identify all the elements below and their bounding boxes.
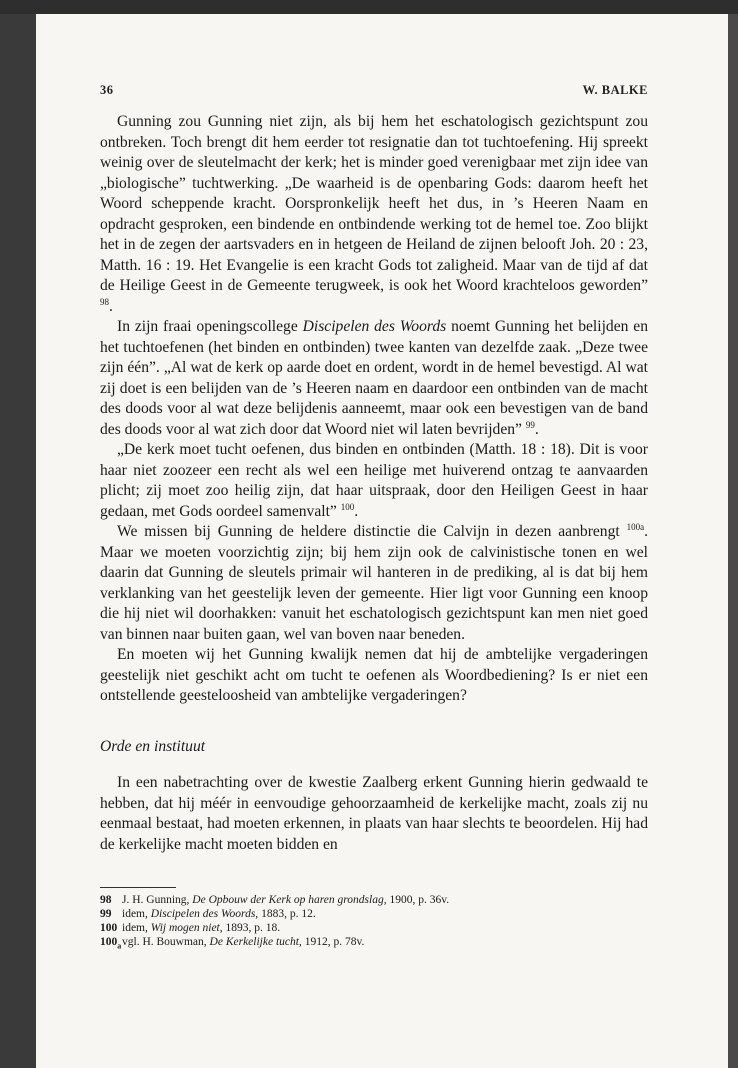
page-number: 36 [100, 83, 114, 97]
footnote-100: 100 idem, Wij mogen niet, 1893, p. 18. [100, 922, 281, 934]
footnote-ref-100: 100 [340, 501, 355, 512]
paragraph-5: En moeten wij het Gunning kwalijk nemen dat hij de ambtelijke vergaderingen geestelijk niet geschikt acht om tucht te oefenen als Woordbediening? Is er niet een ontstellende geesteloosheid van ambtelijke vergaderingen? [100, 646, 648, 704]
scan-border-top [0, 0, 738, 14]
scan-border-right [728, 14, 738, 1068]
paragraph-2: In zijn fraai openingscollege Discipelen des Woords noemt Gunning het belijden en het tuchtoefenen (het binden en ontbinden) twee kanten van dezelfde zaak. „Deze twee zijn één”. „Al wat de kerk op aarde doet en ordent, wordt in de hemel bevestigd. Al wat zij doet is een belijden van de ’s Heeren naam en daardoor een ontbinden van de macht des doods voor al wat deze belijdenis aanneemt, maar ook een bevestigen van de band des doods voor al wat zich door dat Woord niet wil laten bevrijden” $^{99}$. [100, 318, 648, 438]
footnote-ref-99: 99 [525, 419, 535, 430]
footnote-100a: $100_a$ vgl. H. Bouwman, De Kerkelijke tucht, 1912, p. 78v. [100, 936, 365, 951]
footnote-99: 99 idem, Discipelen des Woords, 1883, p. 12. [100, 908, 316, 920]
footnote-ref-98: 98 [100, 296, 109, 307]
running-head: W. BALKE [582, 83, 648, 97]
page-header [100, 83, 648, 98]
paragraph-1: Gunning zou Gunning niet zijn, als bij hem het eschatologisch gezichtspunt zou ontbreken. Toch brengt dit hem eerder tot resignatie dan tot tuchtoefening. Hij spreekt weinig over de sleutelmacht der kerk; het is minder goed verenigbaar met zijn idee van „biologische” tuchtwerking. „De waarheid is de openbaring Gods: daarom heeft het Woord scheppende kracht. Oorspronkelijk heeft het dus, in ’s Heeren Naam en opdracht gesproken, een bindende en ontbindende werking tot de hemel toe. Zoo blijkt het in de zegen der aartsvaders en in hetgeen de Heiland de zijnen belooft Joh. 20 : 23, Matth. 16 : 19. Het Evangelie is een kracht Gods tot zaligheid. Maar van de tijd af dat de Heilige Geest in de Gemeente terugweek, is ook het Woord krachteloos geworden” $^{98}$. [100, 113, 648, 315]
book-title: Discipelen des Woords [302, 318, 447, 335]
footnote-ref-100a: 100a [626, 521, 645, 532]
paragraph-6: In een nabetrachting over de kwestie Zaalberg erkent Gunning hierin gedwaald te hebben, dat hij méér in eenvoudige gehoorzaamheid de kerkelijke macht, zoals zij nu eenmaal bestaat, had moeten erkennen, in plaats van haar slechts te beoordelen. Hij had de kerkelijke macht moeten bidden en [100, 774, 648, 853]
footnote-98: 98 J. H. Gunning, De Opbouw der Kerk op haren grondslag, 1900, p. 36v. [100, 894, 450, 906]
section-heading: Orde en instituut [100, 737, 206, 755]
scan-border-left [0, 14, 36, 1068]
footnote-rule [100, 887, 176, 888]
paragraph-3: „De kerk moet tucht oefenen, dus binden en ontbinden (Matth. 18 : 18). Dit is voor haar niet zoozeer een recht als wel een heilige met huiverend ontzag te aanvaarden plicht; zij moet zoo heilig zijn, dat haar uitspraak, door den Heiligen Geest in haar gedaan, met Gods oordeel samenvalt” $^{100}$. [100, 441, 648, 520]
paragraph-4: We missen bij Gunning de heldere distinctie die Calvijn in dezen aanbrengt $^{100a}$. Maar we moeten voorzichtig zijn; bij hem zijn ook de calvinistische tonen en wel daarin dat Gunning de sleutels primair wil hanteren in de prediking, al is dat bij hem verklanking van het geestelijk leven der gemeente. Hier ligt voor Gunning een knoop die hij niet wil doorhakken: vanuit het eschatologisch gezichtspunt kan men niet goed van binnen naar buiten gaan, wel van boven naar beneden. [100, 521, 649, 643]
footnotes [100, 893, 648, 953]
body-text [100, 112, 648, 855]
